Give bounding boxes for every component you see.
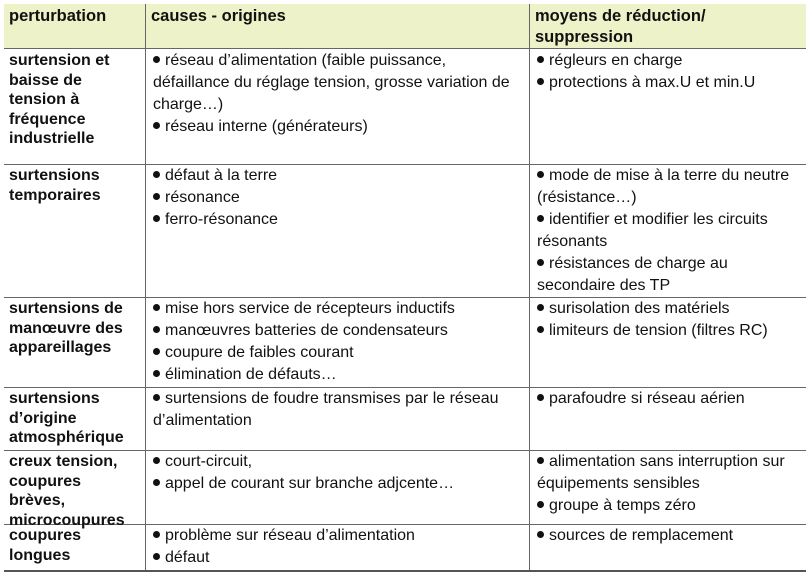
cause-item-text: manœuvres batteries de condensateurs bbox=[165, 322, 448, 339]
bullet-icon bbox=[537, 78, 544, 85]
cause-item-text: coupure de faibles courant bbox=[165, 344, 354, 361]
remedy-item-text: sources de remplacement bbox=[549, 527, 734, 544]
cause-item bbox=[153, 451, 525, 473]
remedy-item-text: mode de mise à la terre du neutre (résistance…) bbox=[537, 167, 790, 206]
cause-item bbox=[153, 364, 525, 386]
remedy-item bbox=[537, 320, 802, 342]
bullet-icon bbox=[153, 348, 160, 355]
bullet-icon bbox=[153, 457, 160, 464]
bullet-icon bbox=[153, 171, 160, 178]
cause-item bbox=[153, 547, 525, 569]
bullet-icon bbox=[153, 122, 160, 129]
remedy-item-text: résistances de charge au secondaire des TP bbox=[537, 255, 728, 294]
cause-item bbox=[153, 209, 525, 231]
remedies-cell bbox=[529, 387, 806, 450]
causes-cell bbox=[145, 49, 529, 164]
table-row bbox=[4, 297, 806, 388]
bullet-icon bbox=[537, 304, 544, 311]
causes-cell bbox=[145, 524, 529, 570]
bullet-icon bbox=[153, 304, 160, 311]
causes-cell bbox=[145, 450, 529, 524]
remedies-cell bbox=[529, 450, 806, 524]
cause-item-text: ferro-résonance bbox=[165, 211, 278, 228]
perturbation-label: surtension et baisse de tension à fréquence industrielle bbox=[9, 52, 110, 147]
cause-item-text: défaut à la terre bbox=[165, 167, 278, 184]
cause-item bbox=[153, 298, 525, 320]
header-row bbox=[4, 4, 806, 49]
table-row bbox=[4, 49, 806, 165]
perturbation-table bbox=[4, 4, 806, 570]
remedies-cell bbox=[529, 49, 806, 164]
causes-cell bbox=[145, 164, 529, 297]
bullet-icon bbox=[153, 56, 160, 63]
bullet-icon bbox=[153, 553, 160, 560]
table-row bbox=[4, 450, 806, 529]
cause-item-text: appel de courant sur branche adjcente… bbox=[165, 475, 455, 492]
cause-item bbox=[153, 50, 525, 116]
remedies-cell bbox=[529, 297, 806, 387]
cause-item bbox=[153, 116, 525, 138]
cause-item-text: élimination de défauts… bbox=[165, 366, 337, 383]
remedy-item bbox=[537, 525, 802, 547]
cause-item-text: mise hors service de récepteurs inductifs bbox=[165, 300, 455, 317]
bullet-icon bbox=[153, 394, 160, 401]
bullet-icon bbox=[537, 394, 544, 401]
table-row bbox=[4, 387, 806, 451]
remedy-item-text: régleurs en charge bbox=[549, 52, 683, 69]
cause-item-text: résonance bbox=[165, 189, 240, 206]
bullet-icon bbox=[537, 326, 544, 333]
cause-item-text: réseau interne (générateurs) bbox=[165, 118, 368, 135]
remedy-item bbox=[537, 165, 802, 209]
cause-item bbox=[153, 165, 525, 187]
cause-item-text: défaut bbox=[165, 549, 210, 566]
perturbation-label: surtensions d’origine atmosphérique bbox=[9, 390, 124, 446]
cause-item-text: problème sur réseau d’alimentation bbox=[165, 527, 415, 544]
bullet-icon bbox=[153, 193, 160, 200]
cause-item bbox=[153, 473, 525, 495]
cause-item bbox=[153, 342, 525, 364]
remedy-item-text: surisolation des matériels bbox=[549, 300, 730, 317]
remedy-item-text: identifier et modifier les circuits résonants bbox=[537, 211, 768, 250]
bullet-icon bbox=[153, 370, 160, 377]
causes-cell bbox=[145, 297, 529, 387]
remedy-item-text: limiteurs de tension (filtres RC) bbox=[549, 322, 768, 339]
bullet-icon bbox=[537, 259, 544, 266]
table-row bbox=[4, 524, 806, 572]
cause-item bbox=[153, 187, 525, 209]
remedy-item-text: alimentation sans interruption sur équipements sensibles bbox=[537, 453, 785, 492]
bullet-icon bbox=[537, 501, 544, 508]
causes-cell bbox=[145, 387, 529, 450]
perturbation-label: surtensions temporaires bbox=[9, 167, 101, 204]
remedy-item bbox=[537, 388, 802, 410]
remedy-item bbox=[537, 50, 802, 72]
bullet-icon bbox=[537, 531, 544, 538]
cause-item-text: court-circuit, bbox=[165, 453, 253, 470]
bullet-icon bbox=[153, 479, 160, 486]
remedy-item-text: parafoudre si réseau aérien bbox=[549, 390, 745, 407]
header-remedies: moyens de réduction/ suppression bbox=[529, 4, 806, 48]
remedy-item bbox=[537, 495, 802, 517]
remedy-item bbox=[537, 209, 802, 253]
cause-item bbox=[153, 388, 525, 432]
cause-item-text: réseau d’alimentation (faible puissance, défaillance du réglage tension, grosse variation de charge…) bbox=[153, 52, 510, 113]
remedy-item-text: groupe à temps zéro bbox=[549, 497, 696, 514]
bullet-icon bbox=[537, 56, 544, 63]
header-causes: causes - origines bbox=[145, 4, 529, 48]
cause-item-text: surtensions de foudre transmises par le réseau d’alimentation bbox=[153, 390, 499, 429]
remedies-cell bbox=[529, 524, 806, 570]
bullet-icon bbox=[537, 457, 544, 464]
bullet-icon bbox=[153, 531, 160, 538]
remedy-item-text: protections à max.U et min.U bbox=[549, 74, 756, 91]
table-row bbox=[4, 164, 806, 298]
perturbation-label: creux tension, coupures brèves, microcoupures bbox=[9, 453, 125, 529]
bullet-icon bbox=[537, 171, 544, 178]
remedy-item bbox=[537, 253, 802, 297]
remedy-item bbox=[537, 451, 802, 495]
bullet-icon bbox=[153, 326, 160, 333]
header-perturbation: perturbation bbox=[9, 7, 107, 25]
cause-item bbox=[153, 320, 525, 342]
remedy-item bbox=[537, 298, 802, 320]
bullet-icon bbox=[153, 215, 160, 222]
perturbation-label: surtensions de manœuvre des appareillages bbox=[9, 300, 123, 356]
remedy-item bbox=[537, 72, 802, 94]
cause-item bbox=[153, 525, 525, 547]
bullet-icon bbox=[537, 215, 544, 222]
perturbation-label: coupures longues bbox=[9, 527, 82, 564]
remedies-cell bbox=[529, 164, 806, 297]
